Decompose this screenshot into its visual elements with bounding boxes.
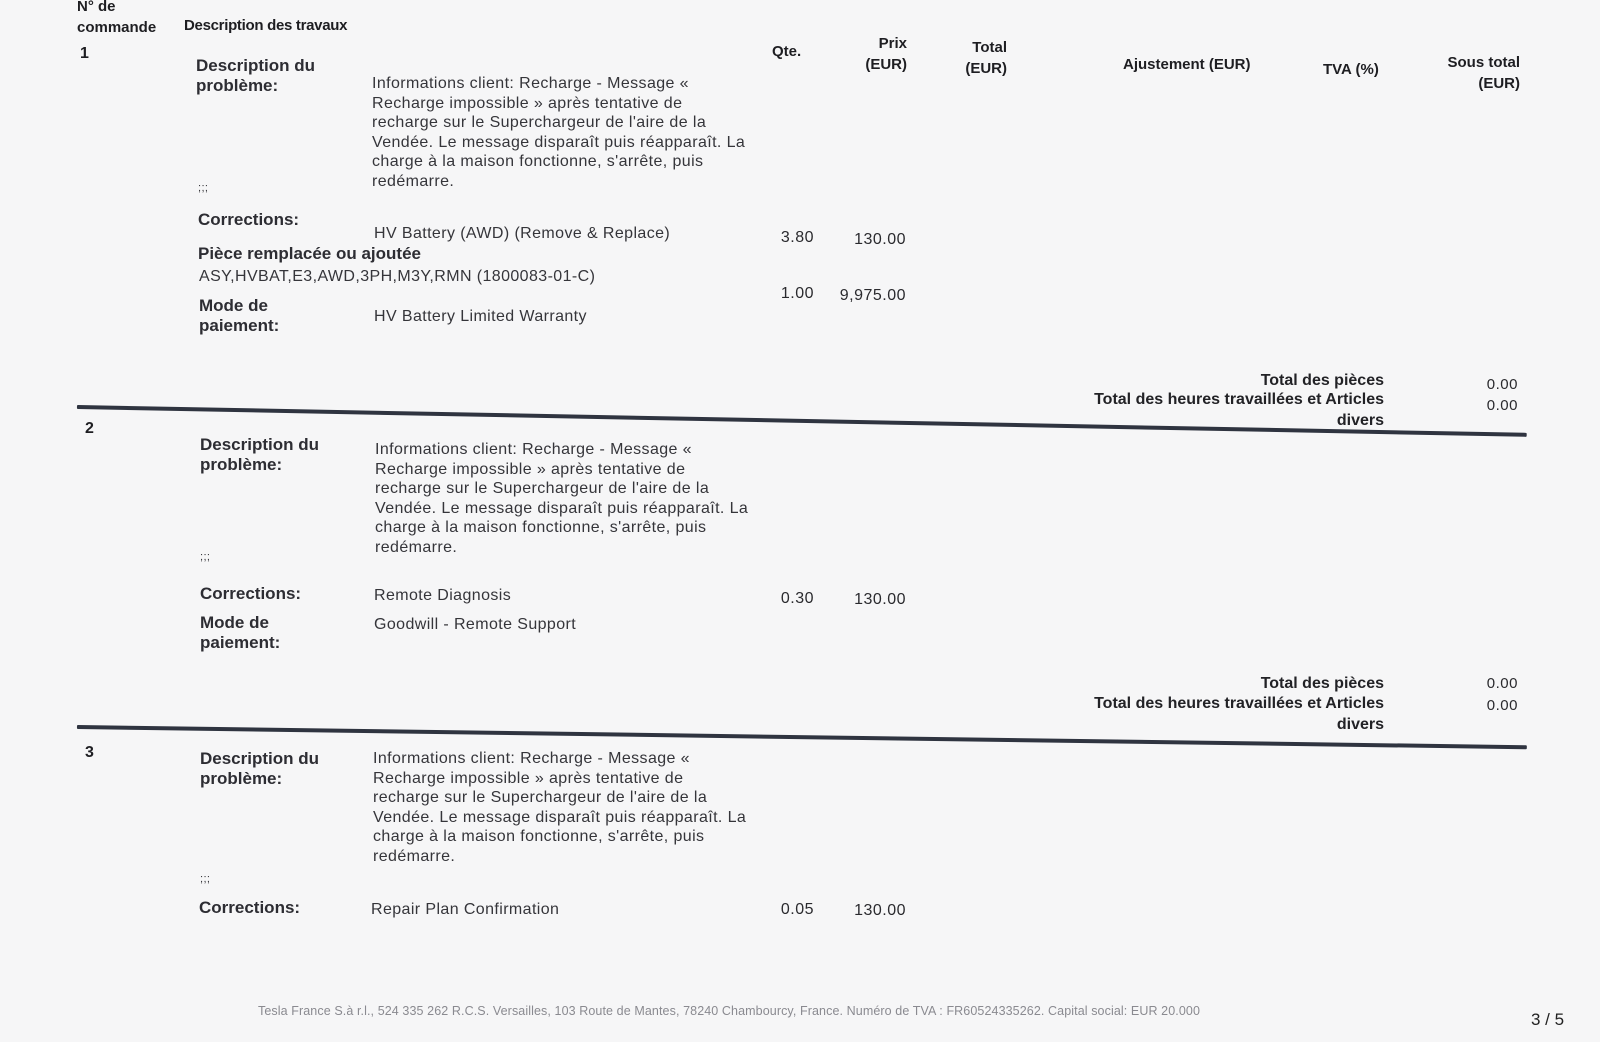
company-footer: Tesla France S.à r.l., 524 335 262 R.C.S. Versailles, 103 Route de Mantes, 78240 Chambourcy, France. Numéro de TVA : FR60524335262. Capital social: EUR 20.000	[258, 1004, 1201, 1018]
ellipsis-marker: ;;;	[200, 551, 211, 563]
problem-description: Informations client: Recharge - Message « Recharge impossible » après tentative de recharge sur le Superchargeur de l'aire de la Vendée. Le message disparaît puis réapparaît. La charge à la maison fonctionne, s'arrête, puis redémarre.	[372, 75, 746, 190]
correction-description: Remote Diagnosis	[374, 587, 512, 604]
correction-quantity: 0.30	[780, 590, 814, 607]
total-parts-value: 0.00	[1486, 376, 1518, 393]
correction-quantity: 3.80	[780, 229, 814, 246]
header-price: Prix (EUR)	[865, 35, 907, 73]
part-description: ASY,HVBAT,E3,AWD,3PH,M3Y,RMN (1800083-01-C)	[199, 268, 596, 285]
correction-description: Repair Plan Confirmation	[371, 901, 560, 918]
page-number: 3 / 5	[1531, 1010, 1565, 1029]
problem-description: Informations client: Recharge - Message « Recharge impossible » après tentative de recharge sur le Superchargeur de l'aire de la Vendée. Le message disparaît puis réapparaît. La charge à la maison fonctionne, s'arrête, puis redémarre.	[373, 750, 747, 865]
correction-quantity: 0.05	[780, 901, 814, 918]
problem-label: Description du problème:	[200, 435, 320, 474]
total-labor-label: Total des heures travaillées et Articles divers	[1094, 695, 1384, 733]
corrections-label: Corrections:	[199, 898, 301, 917]
correction-price: 130.00	[854, 902, 906, 919]
order-number: 1	[80, 45, 89, 62]
payment-label: Mode de paiement:	[200, 613, 281, 652]
ellipsis-marker: ;;;	[198, 182, 209, 194]
problem-label: Description du problème:	[196, 56, 316, 95]
total-parts-label: Total des pièces	[1260, 372, 1384, 389]
corrections-label: Corrections:	[198, 210, 300, 229]
part-label: Pièce remplacée ou ajoutée	[198, 244, 421, 263]
payment-label: Mode de paiement:	[199, 296, 280, 335]
payment-method: Goodwill - Remote Support	[374, 616, 577, 633]
correction-price: 130.00	[854, 231, 906, 248]
total-parts-label: Total des pièces	[1260, 675, 1384, 692]
header-order-number: N° de commande	[77, 0, 157, 36]
header-description: Description des travaux	[184, 17, 348, 34]
total-labor-label: Total des heures travaillées et Articles divers	[1094, 391, 1384, 429]
total-labor-value: 0.00	[1486, 697, 1518, 714]
order-number: 3	[85, 744, 94, 761]
header-adjustment: Ajustement (EUR)	[1123, 56, 1251, 73]
total-parts-value: 0.00	[1486, 675, 1518, 692]
total-labor-value: 0.00	[1486, 397, 1518, 414]
correction-description: HV Battery (AWD) (Remove & Replace)	[374, 225, 671, 242]
header-vat: TVA (%)	[1323, 61, 1379, 78]
correction-price: 130.00	[854, 591, 906, 608]
part-price: 9,975.00	[839, 287, 906, 304]
order-number: 2	[85, 420, 94, 437]
problem-label: Description du problème:	[200, 749, 320, 788]
part-quantity: 1.00	[780, 285, 814, 302]
payment-method: HV Battery Limited Warranty	[374, 308, 587, 325]
header-quantity: Qte.	[772, 43, 802, 60]
ellipsis-marker: ;;;	[200, 873, 211, 885]
header-subtotal: Sous total (EUR)	[1447, 54, 1520, 92]
problem-description: Informations client: Recharge - Message « Recharge impossible » après tentative de recharge sur le Superchargeur de l'aire de la Vendée. Le message disparaît puis réapparaît. La charge à la maison fonctionne, s'arrête, puis redémarre.	[375, 441, 749, 556]
corrections-label: Corrections:	[200, 584, 302, 603]
header-total: Total (EUR)	[965, 39, 1007, 77]
